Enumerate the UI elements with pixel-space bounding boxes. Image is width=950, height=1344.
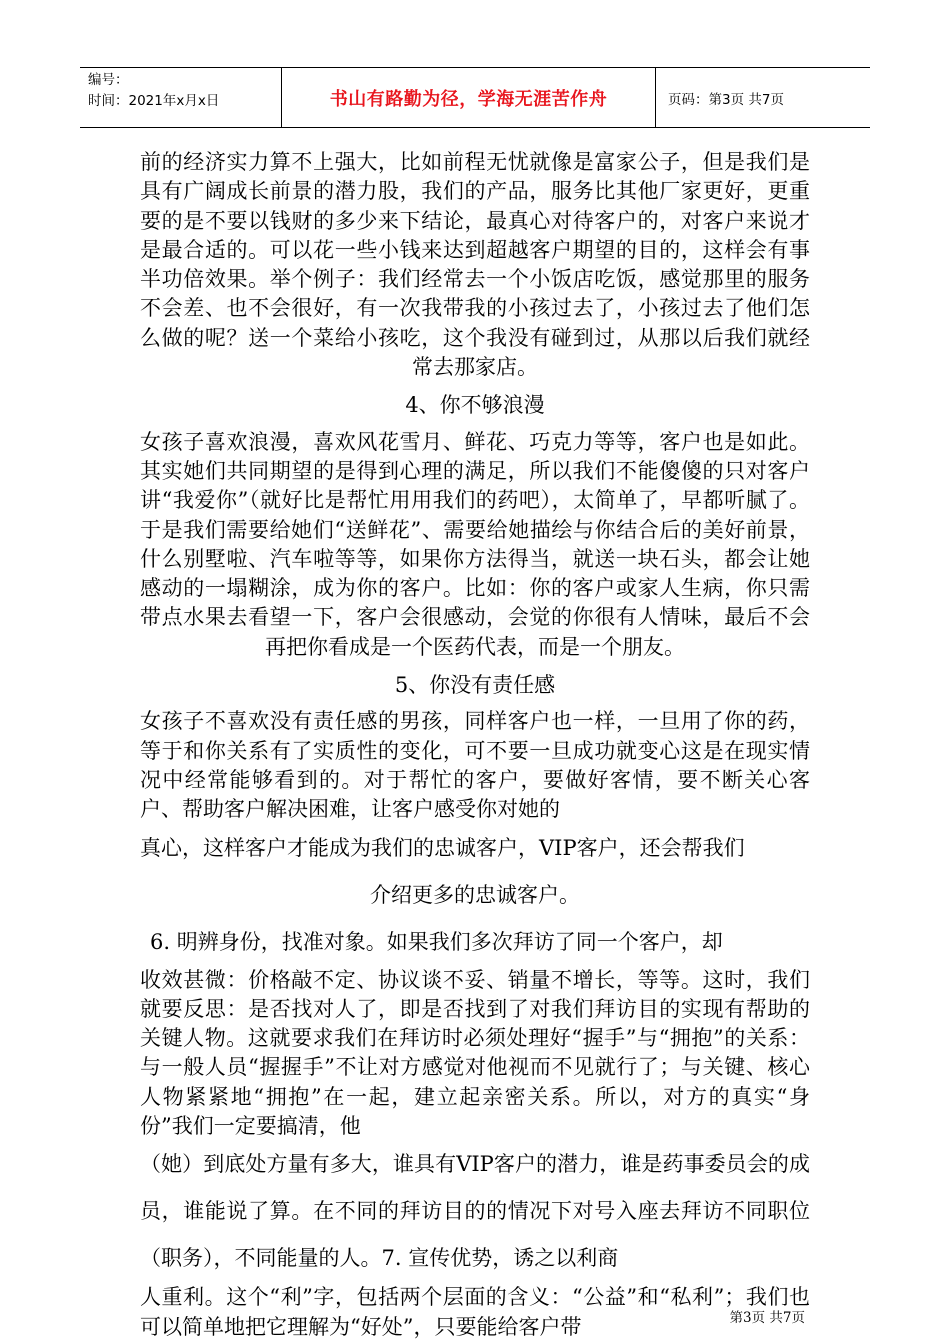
document-number: 编号： [88,72,129,88]
header-table [80,67,870,128]
paragraph-intro: 前的经济实力算不上强大，比如前程无忧就像是富家公子，但是我们是具有广阔成长前景的潜力股，我们的产品，服务比其他厂家更好，更重要的是不要以钱财的多少来下结论，最真心对待客户的，对客户来说才是最合适的。可以花一些小钱来达到超越客户期望的目的，这样会有事半功倍效果。举个例子：我们经常去一个小饭店吃饭，感觉那里的服务不会差、也不会很好，有一次我带我的小孩过去了，小孩过去了他们怎么做的呢？送一个菜给小孩吃，这个我没有碰到过，从那以后我们就经常去那家店。 [140,150,810,380]
paragraph-benefit: 人重利。这个“利”字，包括两个层面的含义：“公益”和“私利”；我们也可以简单地把它理解为“好处”，只要能给客户带 [140,1285,810,1340]
header-meta [80,68,282,127]
paragraph-responsibility: 女孩子不喜欢没有责任感的男孩，同样客户也一样，一旦用了你的药，等于和你关系有了实质性的变化，可不要一旦成功就变心这是在现实情况中经常能够看到的。对于帮忙的客户，要做好客情，要不断关心客户、帮助客户解决困难，让客户感受你对她的 [140,709,810,822]
header-page-number: 页码：第3页 共7页 [668,91,784,108]
paragraph-vip: （她）到底处方量有多大，谁具有VIP客户的潜力，谁是药事委员会的成员，谁能说了算。在不同的拜访目的的情况下对号入座去拜访不同职位（职务），不同能量的人。7. 宣传优势，诱之以利商 [140,1152,810,1271]
header-motto: 书山有路勤为径，学海无涯苦作舟 [329,88,608,110]
document-body [140,148,810,1342]
footer-page-number: 第3页 共7页 [729,1310,805,1326]
paragraph-identify-start: 6. 明辨身份，找准对象。如果我们多次拜访了同一个客户，却 [150,929,723,954]
document-date: 时间：2021年x月x日 [88,93,220,109]
paragraph-romance: 女孩子喜欢浪漫，喜欢风花雪月、鲜花、巧克力等等，客户也是如此。其实她们共同期望的是得到心理的满足，所以我们不能傻傻的只对客户讲“我爱你”（就好比是帮忙用用我们的药吧），太简单了，早都听腻了。于是我们需要给她们“送鲜花”、需要给她描绘与你结合后的美好前景，什么别墅啦、汽车啦等等，如果你方法得当，就送一块石头，都会让她感动的一塌糊涂，成为你的客户。比如：你的客户或家人生病，你只需带点水果去看望一下，客户会很感动，会觉的你很有人情味，最后不会再把你看成是一个医药代表，而是一个朋友。 [140,429,810,659]
heading-no-responsibility: 5、你没有责任感 [394,673,556,698]
paragraph-responsibility-cont: 真心，这样客户才能成为我们的忠诚客户，VIP客户，还会帮我们 [140,835,745,860]
paragraph-identify: 收效甚微：价格敲不定、协议谈不妥、销量不增长，等等。这时，我们就要反思：是否找对人了，即是否找到了对我们拜访目的实现有帮助的关键人物。这就要求我们在拜访时必须处理好“握手”与“拥抱”的关系：与一般人员“握握手”不让对方感觉对他视而不见就行了；与关键、核心人物紧紧地“拥抱”在一起，建立起亲密关系。所以，对方的真实“身份”我们一定要搞清，他 [140,967,810,1139]
header-page-cell [656,68,870,127]
paragraph-responsibility-end: 介绍更多的忠诚客户。 [370,882,580,907]
header-motto-cell [282,68,656,127]
heading-not-romantic: 4、你不够浪漫 [405,393,545,418]
